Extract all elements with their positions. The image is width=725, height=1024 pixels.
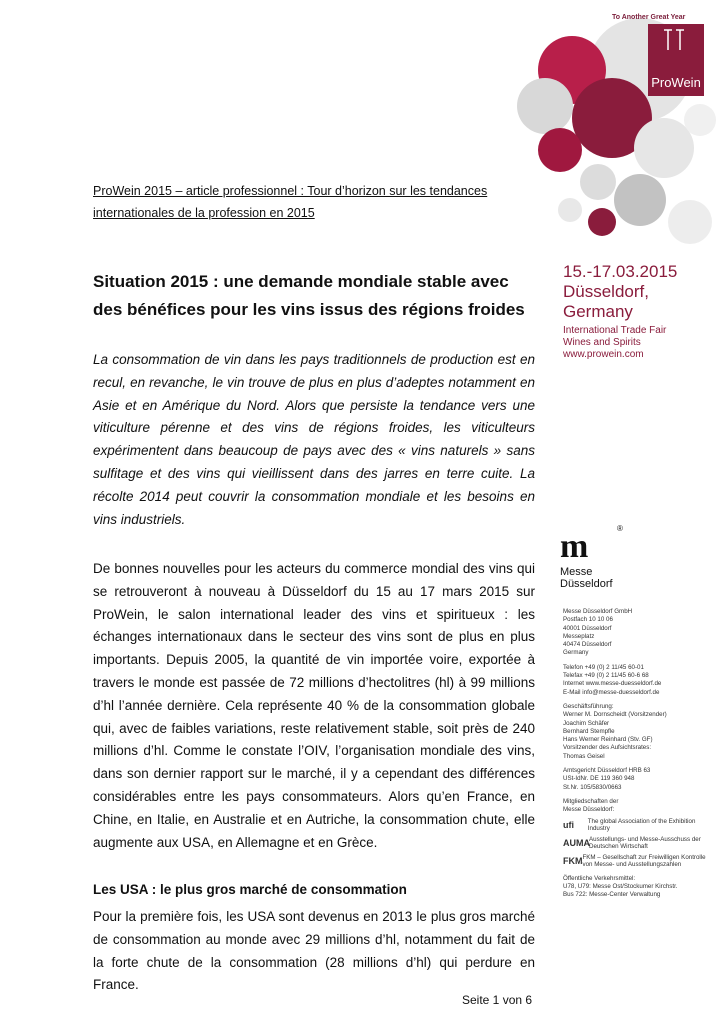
title-line: Situation 2015 : une demande mondiale stable avec [93, 272, 509, 291]
bubble [634, 118, 694, 178]
membership-title: Mitgliedschaften der [563, 797, 619, 805]
address-block [563, 608, 713, 658]
event-line1: International Trade Fair [563, 325, 667, 336]
prowein-logo-box [648, 24, 704, 96]
bubble [614, 174, 666, 226]
transport-line: U78, U79: Messe Ost/Stockumer Kirchstr. [563, 882, 678, 890]
messe-duesseldorf-logo [560, 524, 623, 590]
wine-glasses-icon [648, 24, 704, 64]
transport-line: Öffentliche Verkehrsmittel: [563, 874, 636, 882]
bubble [684, 104, 716, 136]
prowein-logo [612, 14, 712, 96]
registry-line: St.Nr. 105/5830/0663 [563, 783, 622, 791]
management-line: Werner M. Dornscheidt (Vorsitzender) [563, 711, 667, 719]
management-line: Hans Werner Reinhard (Stv. GF) [563, 736, 653, 744]
address-line: Messe Düsseldorf GmbH [563, 608, 633, 615]
body-paragraph: Pour la première fois, les USA sont devenus en 2013 le plus gros marché de consommation au monde avec 29 millions d’hl, notamment du fait de la forte chute de la consommation (28 millions d’hl) qui perdure en France. [93, 909, 535, 993]
event-city: Düsseldorf, Germany [563, 282, 649, 321]
intro-paragraph: La consommation de vin dans les pays traditionnels de production est en recul, en revanche, le vin trouve de plus en plus d’adeptes notamment en Asie et en Amérique du Nord. Alors que persiste la tendance vers une viticulture pérenne et des vins de régions froides, les viticulteurs expérimentent dans beaucoup de pays avec des « vins naturels » sans sulfitage et des vins qui vieillissent dans des jarres en terre cuite. La récolte 2014 peut couvrir la consommation mondiale et les besoins en vins industriels. [93, 352, 535, 527]
company-details [563, 608, 713, 905]
membership-item [563, 818, 713, 833]
contact-line: Telefax +49 (0) 2 11/45 60-6 68 [563, 672, 649, 680]
membership-text: Ausstellungs- und Messe-Ausschuss der Deutschen Wirtschaft [589, 835, 701, 851]
brand-tagline: To Another Great Year [612, 14, 686, 21]
logo-name: Messe [560, 566, 593, 578]
registry-line: USt-IdNr. DE 119 360 948 [563, 775, 635, 783]
body-paragraph: De bonnes nouvelles pour les acteurs du commerce mondial des vins qui se retrouveront à nouveau à Düsseldorf du 15 au 17 mars 2015 sur ProWein, le salon international leader des vins et spiritueux : les échanges internationaux dans le secteur des vins sont de plus en plus importants. Depuis 2005, la quantité de vin importée voire, exportée à travers le monde est passée de 72 millions d’hectolitres (hl) à 99 millions d’hl l’année dernière. Cela représente 40 % de la consommation globale qui, avec de faibles variations, reste relativement stable, soit près de 240 millions d’hl. Comme le constate l’OIV, l’organisation mondiale des vins, dans son dernier rapport sur le marché, il y a cependant des différences considérables entre les pays consommateurs. Alors qu’en France, en Chine, en Italie, en Australie et en Autriche, la consommation chute, elle augmente aux USA, en Allemagne et en Grèce. [93, 561, 535, 850]
membership-text: FKM – Gesellschaft zur Freiwilligen Kontrolle von Messe- und Ausstellungszahlen [582, 853, 706, 869]
article-subject [93, 180, 523, 224]
management-line: Thomas Geisel [563, 752, 605, 760]
bubble [580, 164, 616, 200]
contact-line[interactable]: E-Mail info@messe-duesseldorf.de [563, 688, 660, 696]
article-title [93, 268, 533, 324]
brand-name: ProWein [651, 75, 701, 90]
fkm-logo-icon: FKM [563, 855, 583, 866]
transport-line: Bus 722: Messe-Center Verwaltung [563, 891, 661, 899]
bubble [517, 78, 573, 134]
bubble [538, 128, 582, 172]
subject-line: internationales de la profession en 2015 [93, 206, 315, 220]
event-info [563, 262, 723, 361]
membership-block [563, 798, 713, 869]
contact-line[interactable]: Internet www.messe-duesseldorf.de [563, 680, 662, 688]
registry-block [563, 767, 713, 792]
membership-title: Messe Düsseldorf: [563, 806, 615, 814]
event-dates: 15.-17.03.2015 [563, 262, 678, 281]
contact-block [563, 664, 713, 697]
auma-logo-icon: AUMA [563, 837, 590, 848]
address-line: Postfach 10 10 06 [563, 616, 613, 624]
bubble [588, 208, 616, 236]
logo-mark: m [560, 528, 586, 565]
event-url: www.prowein.com [563, 349, 644, 360]
title-line: des bénéfices pour les vins issus des régions froides [93, 300, 525, 319]
registry-line: Amtsgericht Düsseldorf HRB 63 [563, 767, 651, 775]
section-heading: Les USA : le plus gros marché de consommation [93, 882, 407, 897]
bubble [558, 198, 582, 222]
management-line: Bernhard Stempfle [563, 727, 615, 735]
membership-item [563, 836, 713, 851]
address-line: 40001 Düsseldorf [563, 624, 612, 632]
ufi-logo-icon: ufi [563, 819, 574, 830]
transport-block [563, 875, 713, 900]
contact-line: Telefon +49 (0) 2 11/45 60-01 [563, 663, 644, 671]
logo-name: Düsseldorf [560, 578, 613, 590]
bubble [668, 200, 712, 244]
management-block [563, 703, 713, 761]
management-line: Vorsitzender des Aufsichtsrates: [563, 744, 652, 752]
management-line: Joachim Schäfer [563, 719, 610, 727]
address-line: 40474 Düsseldorf [563, 641, 612, 649]
management-line: Geschäftsführung: [563, 702, 614, 710]
page-number: Seite 1 von 6 [462, 993, 533, 1007]
address-line: Germany [563, 649, 589, 657]
event-line2: Wines and Spirits [563, 337, 641, 348]
subject-line: ProWein 2015 – article professionnel : Tour d’horizon sur les tendances [93, 184, 488, 198]
membership-text: The global Association of the Exhibition Industry [587, 817, 696, 833]
address-line: Messeplatz [563, 632, 595, 640]
registered-mark: ® [617, 524, 623, 533]
membership-item [563, 854, 713, 869]
